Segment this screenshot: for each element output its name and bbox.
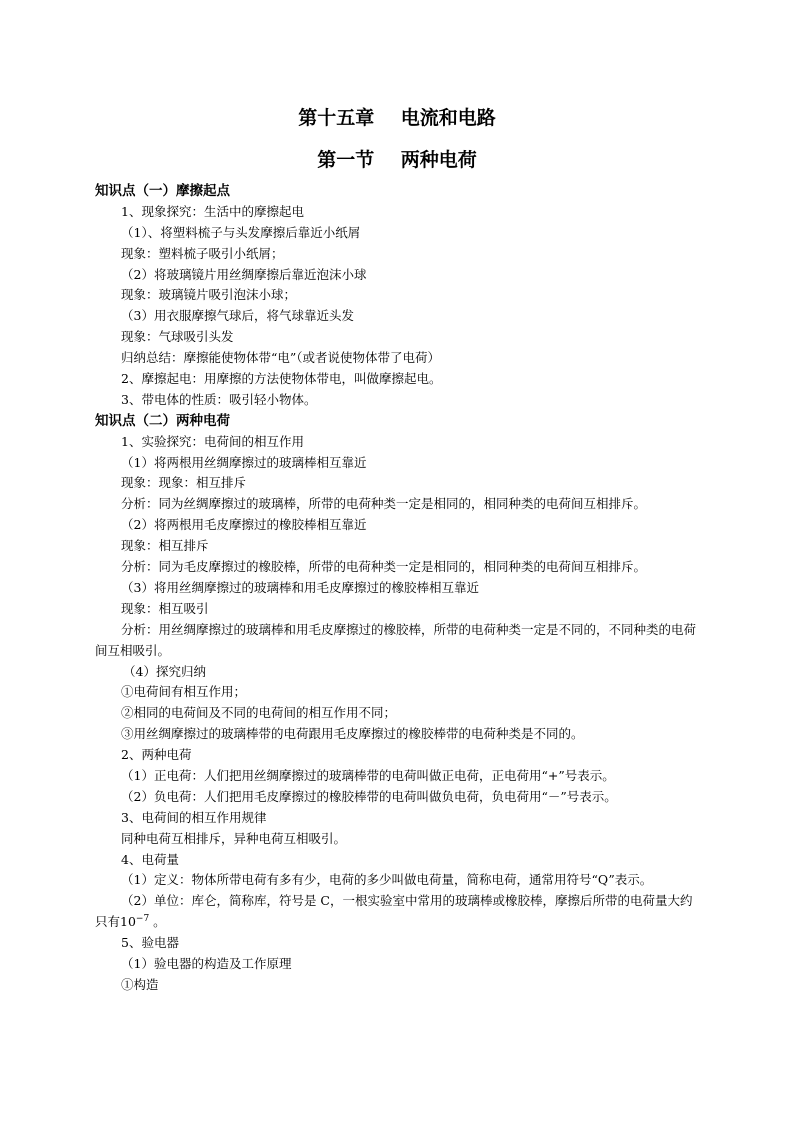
text-line: 1、现象探究：生活中的摩擦起电: [121, 203, 304, 219]
charge-value-exponent: −7: [135, 914, 150, 925]
text-line: ①构造: [121, 976, 159, 992]
text-line: ①电荷间有相互作用；: [121, 684, 247, 700]
text-line: （2）负电荷：人们把用毛皮摩擦过的橡胶棒带的电荷叫做负电荷，负电荷用“－”号表示。: [121, 788, 617, 804]
text-line: （4）探究归纳: [123, 663, 206, 679]
text-line: 1、实验探究：电荷间的相互作用: [121, 433, 304, 449]
section-title: 第一节 两种电荷: [317, 149, 477, 171]
text-line: （1）将两根用丝绸摩擦过的玻璃棒相互靠近: [121, 454, 367, 470]
text-line: （1）验电器的构造及工作原理: [121, 956, 292, 972]
knowledge-point-heading: 知识点（二）两种电荷: [95, 412, 230, 429]
text-line: 现象：相互吸引: [121, 600, 209, 616]
text-line: 归纳总结：摩擦能使物体带“电”（或者说使物体带了电荷）: [121, 350, 441, 366]
text-line: （1）正电荷：人们把用丝绸摩擦过的玻璃棒带的电荷叫做正电荷，正电荷用“+”号表示。: [121, 767, 615, 783]
text-line: 5、验电器: [121, 935, 179, 951]
text-line: （2）将两根用毛皮摩擦过的橡胶棒相互靠近: [121, 517, 367, 533]
text-line: （1）、将塑料梳子与头发摩擦后靠近小纸屑: [121, 224, 361, 240]
text-line: 现象：相互排斥: [121, 538, 209, 554]
charge-value-base: 10: [120, 914, 136, 930]
text-line: 3、电荷间的相互作用规律: [121, 809, 267, 825]
text-line: 同种电荷互相排斥，异种电荷互相吸引。: [121, 830, 347, 846]
text-line: 现象：现象：相互排斥: [121, 475, 247, 491]
text-line: 分析：同为丝绸摩擦过的玻璃棒，所带的电荷种类一定是相同的，相同种类的电荷间互相排斥。: [121, 496, 647, 512]
paragraph: （1）定义：物体所带电荷有多有少，电荷的多少叫做电荷量，简称电荷，通常用符号“Q”表示。: [121, 872, 653, 888]
text-line: 2、两种电荷: [121, 747, 192, 763]
text-line: 现象：气球吸引头发: [121, 329, 234, 345]
text-line: 2、摩擦起电：用摩擦的方法使物体带电，叫做摩擦起电。: [121, 371, 442, 387]
document-body: [95, 181, 703, 996]
text-line: （3）用衣服摩擦气球后，将气球靠近头发: [121, 308, 354, 324]
chapter-title: 第十五章 电流和电路: [298, 107, 496, 129]
text-line: ②相同的电荷间及不同的电荷间的相互作用不同；: [121, 705, 397, 721]
text-line: 现象：玻璃镜片吸引泡沫小球；: [121, 287, 297, 303]
text-line: （3）将用丝绸摩擦过的玻璃棒和用毛皮摩擦过的橡胶棒相互靠近: [121, 579, 479, 595]
text-line: （2）将玻璃镜片用丝绸摩擦后靠近泡沫小球: [121, 266, 367, 282]
text-line: 分析：同为毛皮摩擦过的橡胶棒，所带的电荷种类一定是相同的，相同种类的电荷间互相排斥。: [121, 559, 647, 575]
text-line: 4、电荷量: [121, 851, 179, 867]
text-line: ③用丝绸摩擦过的玻璃棒带的电荷跟用毛皮摩擦过的橡胶棒带的电荷种类是不同的。: [121, 726, 584, 742]
text-line: 现象：塑料梳子吸引小纸屑；: [121, 245, 284, 261]
knowledge-point-heading: 知识点（一）摩擦起点: [95, 183, 230, 199]
text-line: 3、带电体的性质：吸引轻小物体。: [121, 391, 317, 407]
paragraph: [95, 891, 703, 933]
paragraph: 分析：用丝绸摩擦过的玻璃棒和用毛皮摩擦过的橡胶棒，所带的电荷种类一定是不同的，不同种类的电荷间互相吸引。: [95, 621, 697, 658]
charge-value-tail: 。: [149, 914, 166, 930]
charge-unit-text: （2）单位：库仑，简称库，符号是 C，一根实验室中常用的玻璃棒或橡胶棒，摩擦后所带的电荷量大约只有: [95, 893, 693, 930]
